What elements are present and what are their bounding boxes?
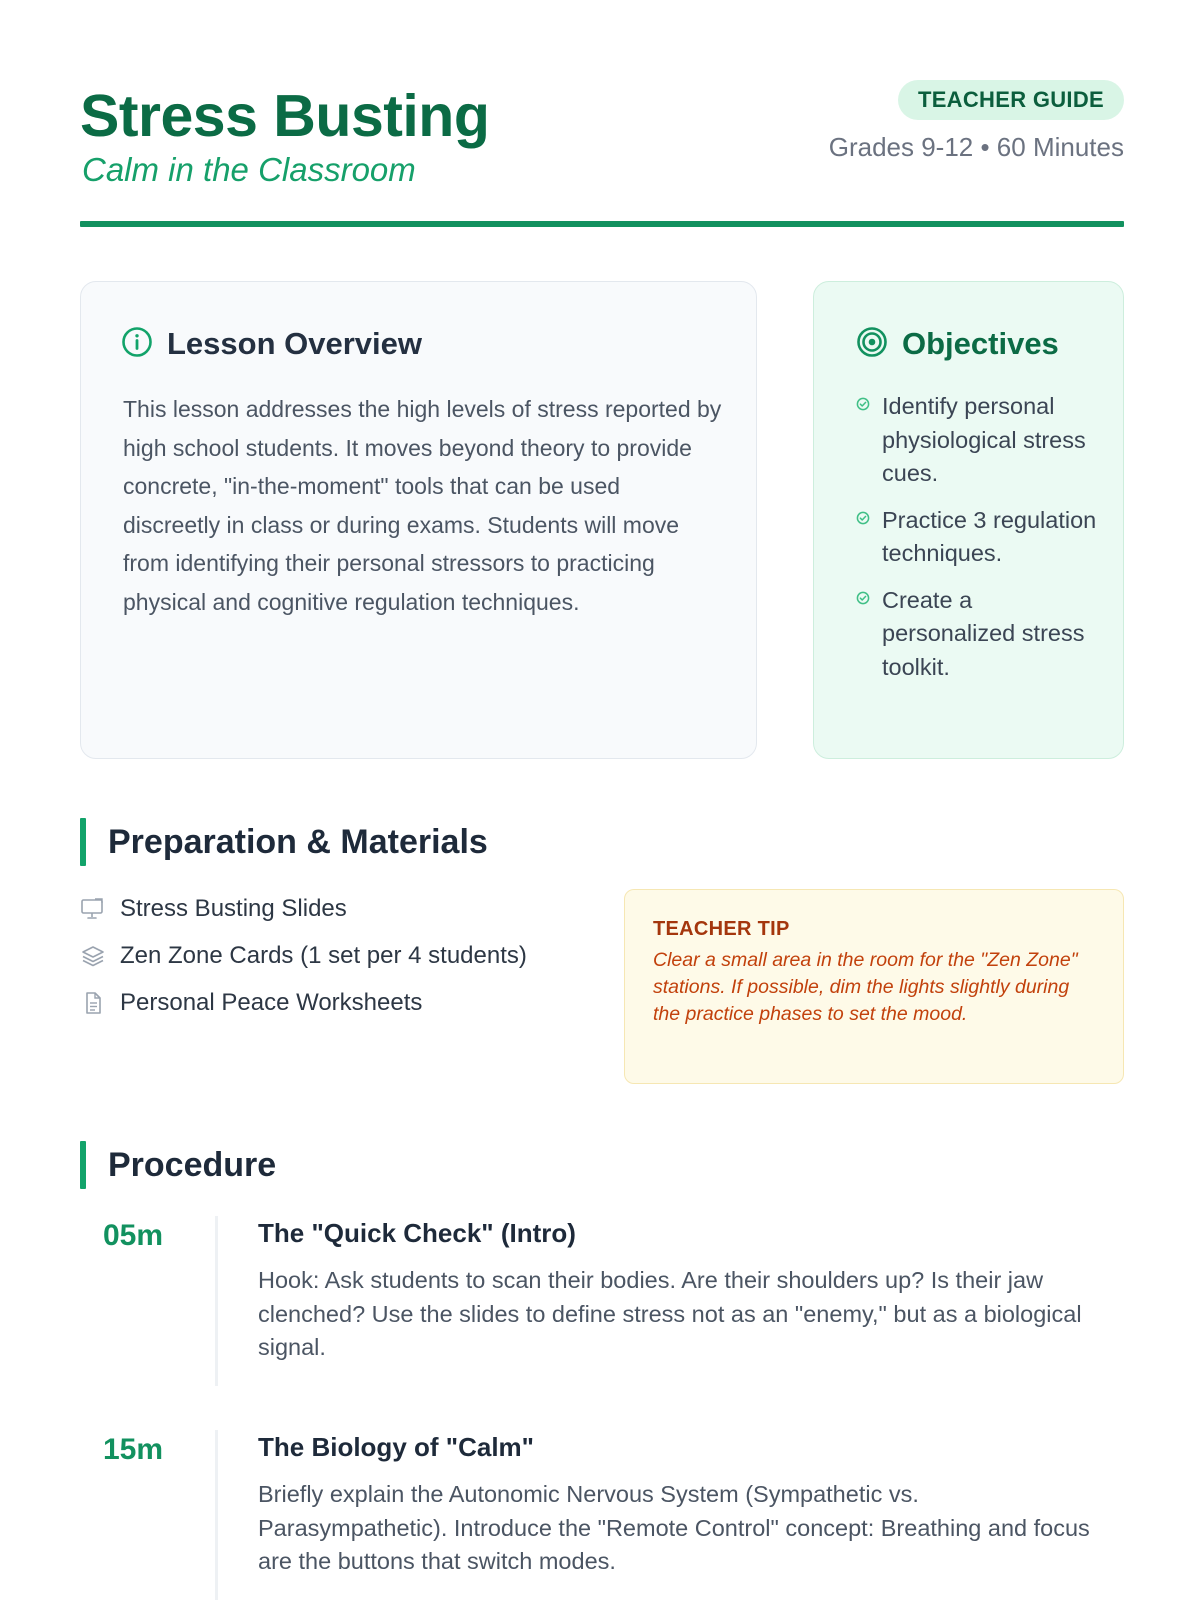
material-label: Zen Zone Cards (1 set per 4 students): [120, 941, 527, 969]
material-item: [80, 885, 527, 932]
step-title: The "Quick Check" (Intro): [258, 1218, 576, 1248]
objectives-header: [856, 324, 1059, 364]
objective-item: [856, 584, 1106, 685]
teacher-tip-text: Clear a small area in the room for the "Zen Zone" stations. If possible, dim the lights slightly during the practice phases to set the mood.: [653, 949, 1078, 1025]
material-item: [80, 979, 527, 1026]
procedure-section-header: [80, 1141, 276, 1189]
step-title: The Biology of "Calm": [258, 1432, 534, 1462]
section-accent-bar: [80, 818, 86, 866]
check-circle-icon: [856, 397, 870, 416]
step-description: Briefly explain the Autonomic Nervous System (Sympathetic vs. Parasympathetic). Introduce the "Remote Control" concept: Breathing and focus are the buttons that switch modes.: [258, 1481, 1090, 1574]
check-circle-icon: [856, 591, 870, 610]
check-circle-icon: [856, 511, 870, 530]
lesson-overview-header: [121, 324, 422, 364]
step-body: [258, 1216, 1108, 1365]
header-divider: [80, 221, 1124, 227]
objective-item: [856, 390, 1106, 491]
objective-text: Create a personalized stress toolkit.: [882, 586, 1085, 680]
document-icon: [80, 991, 106, 1015]
procedure-heading: Procedure: [108, 1146, 277, 1184]
grades-duration: Grades 9-12 • 60 Minutes: [828, 132, 1124, 162]
lesson-overview-text: This lesson addresses the high levels of stress reported by high school students. It moves beyond theory to provide concrete, "in-the-moment" tools that can be used discreetly in class or during exams. Students will move from identifying their personal stressors to practicing physical and cognitive regulation techniques.: [123, 396, 722, 615]
target-icon: [856, 326, 888, 363]
page-header: [80, 78, 1124, 228]
procedure-step: [80, 1430, 1124, 1600]
timeline-line: [215, 1216, 218, 1386]
info-icon: [121, 326, 153, 363]
section-accent-bar: [80, 1141, 86, 1189]
objective-item: [856, 504, 1106, 571]
objectives-list: [856, 390, 1106, 697]
procedure-timeline: [80, 1216, 1124, 1600]
timeline-line: [215, 1430, 218, 1600]
objectives-heading: Objectives: [902, 326, 1059, 361]
lesson-overview-heading: Lesson Overview: [167, 326, 423, 361]
material-label: Stress Busting Slides: [120, 894, 347, 922]
teacher-tip-title: TEACHER TIP: [653, 918, 790, 940]
layers-icon: [80, 944, 106, 968]
step-body: [258, 1430, 1108, 1579]
presentation-icon: [80, 897, 106, 921]
objective-text: Practice 3 regulation techniques.: [882, 506, 1097, 566]
procedure-step: [80, 1216, 1124, 1430]
materials-list: [80, 885, 527, 1026]
objectives-card: [813, 281, 1124, 759]
preparation-section-header: [80, 818, 488, 866]
material-item: [80, 932, 527, 979]
objective-text: Identify personal physiological stress cues.: [882, 393, 1086, 486]
preparation-heading: Preparation & Materials: [108, 823, 488, 861]
step-duration: 05m: [102, 1219, 164, 1252]
material-label: Personal Peace Worksheets: [120, 988, 423, 1016]
lesson-overview-card: [80, 281, 757, 759]
step-duration: 15m: [102, 1433, 164, 1466]
teacher-tip-callout: [624, 889, 1124, 1084]
step-description: Hook: Ask students to scan their bodies. Are their shoulders up? Is their jaw clenched? Use the slides to define stress not as an "enemy," but as a biological signal.: [258, 1267, 1082, 1360]
page-subtitle: Calm in the Classroom: [82, 151, 416, 188]
teacher-guide-badge: TEACHER GUIDE: [898, 80, 1124, 120]
page-title: Stress Busting: [80, 83, 490, 149]
